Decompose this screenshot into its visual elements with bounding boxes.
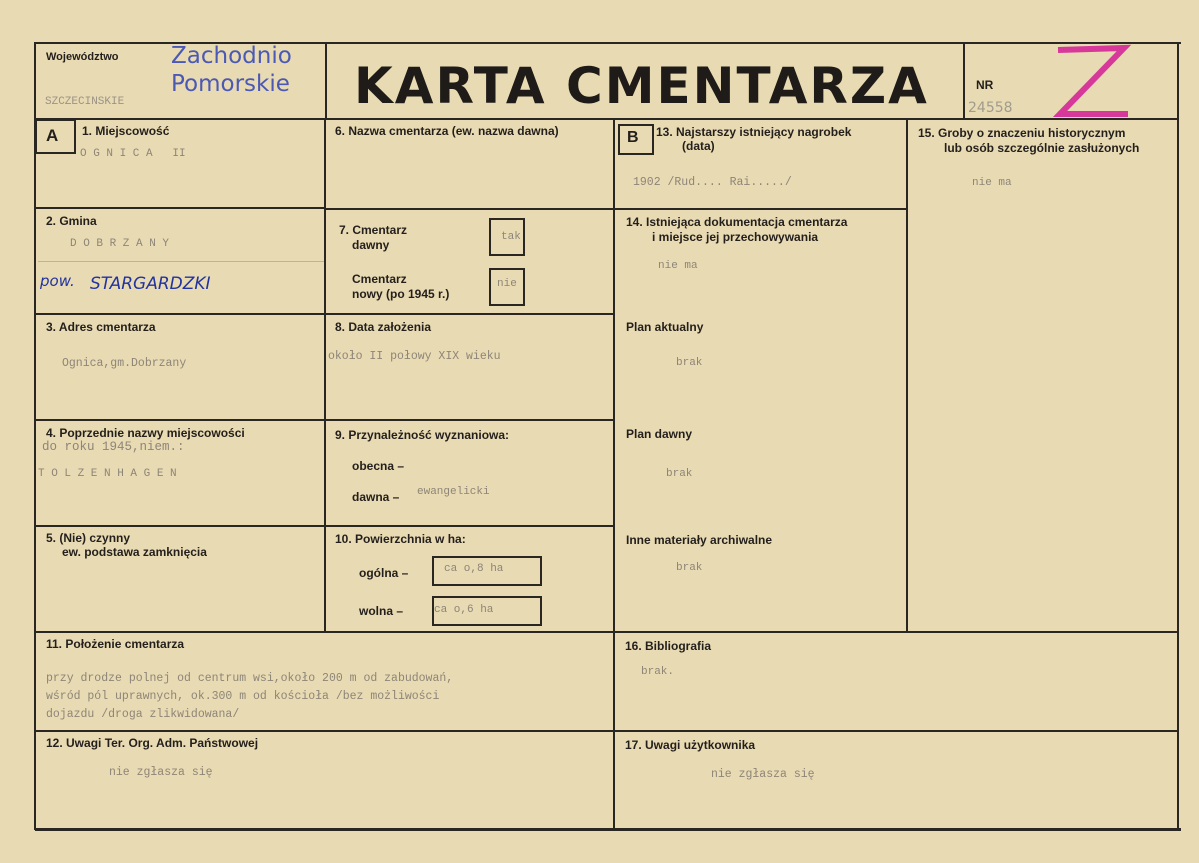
field-7-old-value: tak [501,231,521,243]
field-14-label-2: i miejsce jej przechowywania [652,230,819,244]
field-9-former-value: ewangelicki [417,486,490,498]
frame-right [1177,42,1179,830]
row-line-a2 [35,313,615,315]
nr-value: 24558 [968,100,1013,116]
field-7-new-label-2: nowy (po 1945 r.) [352,287,450,301]
header-divider-2 [963,42,965,120]
field-10-free-label: wolna – [359,604,404,618]
header-bottom-line [35,118,1179,120]
plan-old-value: brak [666,468,693,480]
frame-bottom [35,828,1181,831]
field-2-value: D O B R Z A N Y [70,238,170,250]
field-11-line-1: przy drodze polnej od centrum wsi,około 200 m od zabudowań, [46,672,454,685]
row-line-b1 [614,208,908,210]
field-15-label-1: 15. Groby o znaczeniu historycznym [918,126,1126,140]
field-7-label-2: dawny [352,238,390,252]
plan-current-label: Plan aktualny [626,320,704,334]
row-line-a1 [35,207,326,209]
field-3-value: Ognica,gm.Dobrzany [62,357,187,370]
row-line-a5 [325,208,615,210]
field-14-value: nie ma [658,260,698,272]
field-14-label-1: 14. Istniejąca dokumentacja cmentarza [626,215,848,229]
row-line-a4 [35,525,615,527]
field-6-label: 6. Nazwa cmentarza (ew. nazwa dawna) [335,124,559,138]
field-12-value: nie zgłasza się [109,766,213,779]
field-1-value: O G N I C A II [80,148,186,160]
field-10-total-value: ca o,8 ha [444,563,504,575]
field-7-new-label-1: Cmentarz [352,272,407,286]
field-13-value: 1902 /Rud.... Rai...../ [633,176,792,189]
field-10-free-value: ca o,6 ha [434,604,494,616]
section-b-letter: B [627,129,639,146]
field-12-label: 12. Uwagi Ter. Org. Adm. Państwowej [46,736,259,750]
field-17-value: nie zgłasza się [711,768,815,781]
plan-old-label: Plan dawny [626,427,693,441]
field-11-line-2: wśród pól uprawnych, ok.300 m od kościoła /bez możliwości [46,690,440,703]
col-divider-2 [613,118,615,830]
section-a-letter: A [46,126,59,145]
field-3-label: 3. Adres cmentarza [46,320,156,334]
field-2-label: 2. Gmina [46,214,97,228]
field-5-label-2: ew. podstawa zamknięcia [62,545,207,559]
powiat-abbr: pow. [40,272,75,290]
field-13-label-2: (data) [682,139,715,153]
field-5-label-1: 5. (Nie) czynny [46,531,131,545]
field-4-value-1: do roku 1945,niem.: [42,440,185,454]
col-divider-3 [906,118,908,632]
frame-left [34,42,36,830]
field-10-label: 10. Powierzchnia w ha: [335,532,466,546]
field-9-label: 9. Przynależność wyznaniowa: [335,428,510,442]
voivodeship-label: Województwo [46,51,119,63]
field-8-label: 8. Data założenia [335,320,432,334]
row-line-a3 [35,419,615,421]
col-divider-1 [324,118,326,632]
field-2-inner-line [38,261,324,262]
field-7-new-value: nie [497,278,517,290]
field-11-line-3: dojazdu /droga zlikwidowana/ [46,708,240,721]
card-title: KARTA CMENTARZA [354,57,929,115]
field-9-former-label: dawna – [352,490,400,504]
field-11-label: 11. Położenie cmentarza [46,637,185,651]
field-16-label: 16. Bibliografia [625,639,712,653]
stamp-line-1: Zachodnio [171,43,292,69]
field-4-value-2: T O L Z E N H A G E N [38,468,177,480]
header-divider-1 [325,42,327,120]
old-voivodeship: SZCZECINSKIE [45,96,125,108]
nr-label: NR [976,78,994,92]
field-16-value: brak. [641,666,675,678]
field-9-current-label: obecna – [352,459,405,473]
magenta-z-mark [1050,44,1132,120]
field-7-label-1: 7. Cmentarz [339,223,408,237]
row-line-mid [35,631,1179,633]
field-13-label-1: 13. Najstarszy istniejący nagrobek [656,125,852,139]
other-materials-label: Inne materiały archiwalne [626,533,773,547]
plan-current-value: brak [676,357,703,369]
field-15-label-2: lub osób szczególnie zasłużonych [944,141,1140,155]
field-17-label: 17. Uwagi użytkownika [625,738,756,752]
field-1-label: 1. Miejscowość [82,124,170,138]
field-8-value: około II połowy XIX wieku [328,350,501,363]
field-4-label: 4. Poprzednie nazwy miejscowości [46,426,245,440]
field-15-value: nie ma [972,177,1012,189]
field-10-total-label: ogólna – [359,566,409,580]
row-line-low [35,730,1179,732]
other-materials-value: brak [676,562,703,574]
powiat-value: STARGARDZKI [90,274,211,294]
stamp-line-2: Pomorskie [171,71,290,97]
